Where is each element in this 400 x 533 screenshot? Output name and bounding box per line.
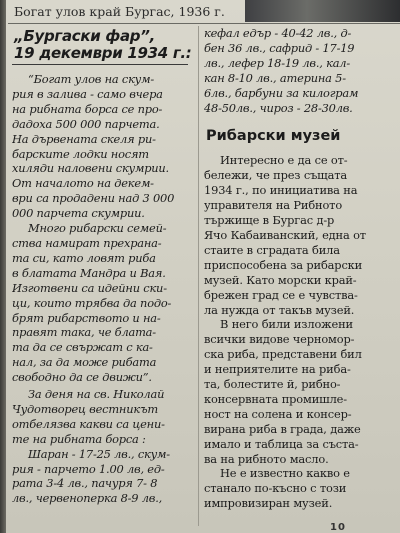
text-line: лв., червеноперка 8-9 лв., bbox=[12, 491, 163, 506]
text-line: бен 36 лв., сафрид - 17-19 bbox=[204, 40, 355, 55]
text-line: Много рибарски семей- bbox=[28, 221, 167, 236]
text-line: имало и таблица за съста- bbox=[204, 436, 359, 451]
column-divider bbox=[198, 26, 199, 526]
headline-rule bbox=[12, 64, 188, 65]
text-line: нал, за да може рибата bbox=[12, 355, 157, 370]
text-line: управителя на Рибното bbox=[204, 198, 343, 213]
text-line: на рибната борса се про- bbox=[12, 101, 163, 116]
text-line: тържище в Бургас д-р bbox=[204, 213, 335, 228]
text-line: Ячо Кабаиванский, една от bbox=[204, 227, 366, 242]
text-line: та да се свържат с ка- bbox=[12, 340, 153, 355]
text-line: 48-50лв., чироз - 28-30лв. bbox=[204, 100, 353, 115]
text-line: кан 8-10 лв., атерина 5- bbox=[204, 70, 346, 85]
text-line: вирана риба в града, даже bbox=[204, 421, 361, 436]
text-line: рата 3-4 лв., пачуря 7- 8 bbox=[12, 476, 158, 491]
right-column bbox=[204, 26, 396, 533]
text-line: импровизиран музей. bbox=[204, 496, 333, 511]
text-line: и неприятелите на риба- bbox=[204, 362, 351, 377]
photo-caption: Богат улов край Бургас, 1936 г. bbox=[14, 4, 225, 19]
text-line: рия - парчето 1.00 лв, ед- bbox=[12, 461, 165, 476]
text-line: Чудотворец вестникът bbox=[12, 401, 158, 416]
text-line: ва на рибното масло. bbox=[204, 451, 329, 466]
text-line: кефал едър - 40-42 лв., д- bbox=[204, 26, 352, 40]
text-line: ства намират прехрана- bbox=[12, 235, 162, 250]
text-line: хиляди наловени скумрии. bbox=[12, 161, 169, 176]
text-line: брежен град се е чувства- bbox=[204, 287, 358, 302]
text-line: 000 парчета скумрии. bbox=[12, 206, 145, 221]
text-line: та, болестите й, рибно- bbox=[204, 377, 341, 392]
text-line: На дървената скеля ри- bbox=[12, 131, 156, 146]
text-line: брят рибарството и на- bbox=[12, 310, 161, 325]
caption-rule bbox=[8, 23, 400, 24]
text-line: ска риба, представени бил bbox=[204, 347, 362, 362]
text-line: От началото на декем- bbox=[12, 176, 154, 191]
text-line: в блатата Мандра и Вая. bbox=[12, 265, 166, 280]
text-line: та си, като ловят риба bbox=[12, 250, 156, 265]
text-line: Не е известно какво е bbox=[220, 466, 350, 481]
text-line: барските лодки носят bbox=[12, 146, 149, 161]
text-line: дадоха 500 000 парчета. bbox=[12, 116, 160, 131]
headline-line: 19 декември 1934 г.: bbox=[14, 44, 192, 62]
text-line: “Богат улов на скум- bbox=[28, 72, 154, 86]
binding-edge bbox=[0, 0, 6, 533]
text-line: Изготвени са идейни ски- bbox=[12, 280, 167, 295]
text-line: станало по-късно с този bbox=[204, 481, 347, 496]
text-line: лв., лефер 18-19 лв., кал- bbox=[204, 55, 351, 70]
article-headline bbox=[14, 28, 196, 62]
price-list-left bbox=[12, 447, 196, 507]
section-title: Рибарски музей bbox=[206, 128, 341, 145]
text-line: ци, които трябва да подо- bbox=[12, 295, 172, 310]
page-number: 10 bbox=[330, 522, 346, 533]
text-line: В него били изложени bbox=[220, 317, 353, 332]
text-line: ност на солена и консер- bbox=[204, 406, 352, 421]
text-line: консервната промишле- bbox=[204, 391, 347, 406]
text-line: ври са продадени над 3 000 bbox=[12, 191, 175, 206]
text-line: музей. Като морски край- bbox=[204, 272, 357, 287]
text-line: бележи, че през същата bbox=[204, 168, 348, 183]
text-line: Шаран - 17-25 лв., скум- bbox=[28, 446, 170, 461]
text-line: отбелязва какви са цени- bbox=[12, 416, 165, 431]
text-line: всички видове черномор- bbox=[204, 332, 355, 347]
price-list-right bbox=[204, 26, 396, 115]
text-line: ла нужда от такъв музей. bbox=[204, 302, 355, 317]
headline-line: „Бургаски фар”, bbox=[14, 28, 155, 45]
museum-paragraph bbox=[204, 153, 396, 511]
intro-paragraph bbox=[12, 387, 196, 447]
text-line: стаите в сградата била bbox=[204, 242, 340, 257]
text-line: Интересно е да се от- bbox=[220, 153, 348, 168]
quote-block bbox=[12, 72, 196, 385]
text-line: правят така, че блата- bbox=[12, 325, 156, 340]
text-line: 6лв., барбуни за килограм bbox=[204, 85, 359, 100]
text-line: За деня на св. Николай bbox=[28, 387, 165, 402]
text-line: свободно да се движи”. bbox=[12, 370, 152, 385]
text-line: 1934 г., по инициатива на bbox=[204, 183, 358, 198]
text-line: приспособена за рибарски bbox=[204, 257, 363, 272]
text-line: те на рибната борса : bbox=[12, 431, 146, 446]
left-column bbox=[12, 28, 196, 533]
text-line: рия в залива - само вчера bbox=[12, 86, 163, 101]
